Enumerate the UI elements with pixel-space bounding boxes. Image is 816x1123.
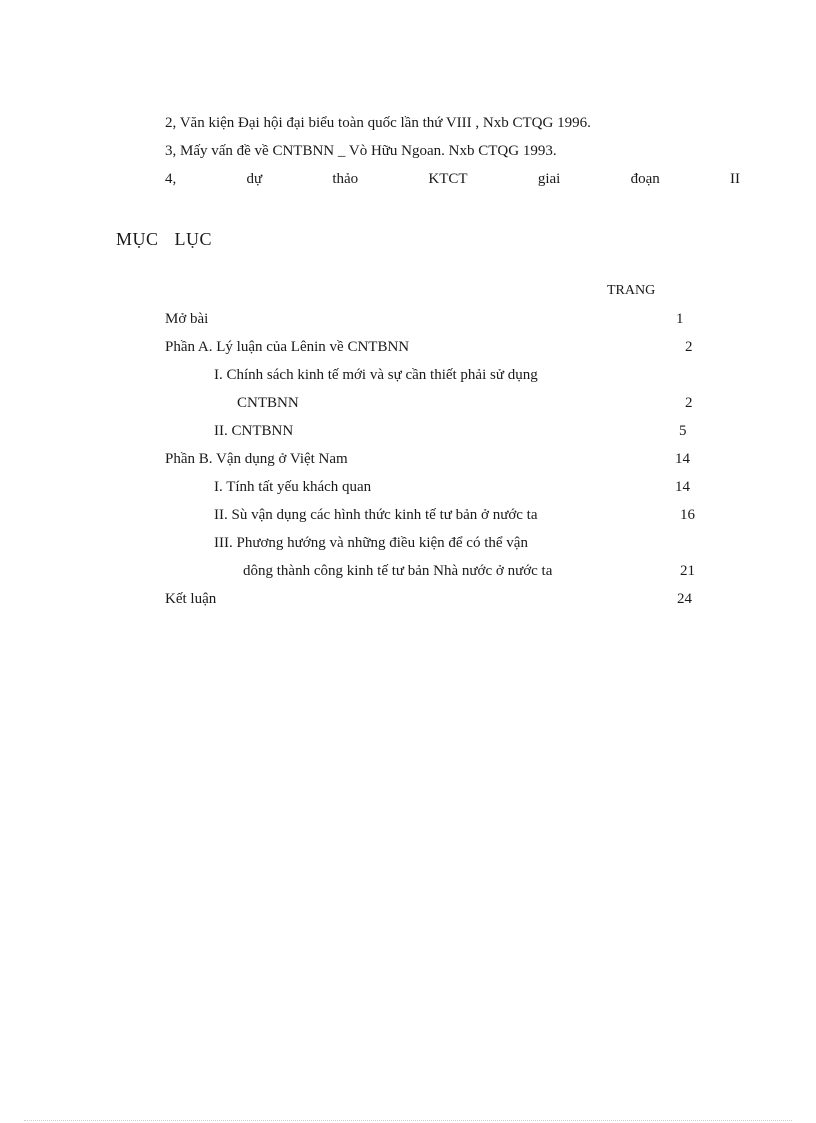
page-bottom-divider: [24, 1120, 792, 1121]
reference-2: 2, Văn kiện Đại hội đại biểu toàn quốc lần thứ VIII , Nxb CTQG 1996.: [165, 115, 591, 131]
reference-4-word: đoạn: [630, 171, 660, 187]
reference-4-word: II: [729, 171, 740, 187]
toc-entry-text: Phần A. Lý luận của Lênin về CNTBNN: [165, 339, 410, 355]
toc-entry-page: 14: [675, 479, 690, 495]
toc-entry-text: I. Tính tất yếu khách quan: [214, 479, 372, 495]
toc-entry-text: II. CNTBNN: [214, 423, 294, 439]
toc-entry-page: 14: [675, 451, 690, 467]
toc-entry-text: Phần B. Vận dụng ở Việt Nam: [165, 451, 348, 467]
toc-entry-text: CNTBNN: [237, 395, 299, 411]
toc-entry-page: 16: [680, 507, 695, 523]
toc-entry-text: Mở bài: [165, 311, 209, 327]
toc-entry-page: 21: [680, 563, 695, 579]
toc-entry-page: 1: [676, 311, 684, 327]
toc-entry-page: 2: [685, 339, 693, 355]
toc-entry-text: II. Sù vận dụng các hình thức kinh tế tư bản ở nước ta: [214, 507, 538, 523]
reference-4-word: dự: [246, 171, 263, 187]
toc-title-word: LỤC: [174, 229, 213, 249]
reference-4-word: thảo: [332, 171, 359, 187]
toc-entry-page: 24: [677, 591, 692, 607]
reference-4: [165, 170, 740, 188]
reference-3: 3, Mấy vấn đề về CNTBNN _ Vò Hữu Ngoan. Nxb CTQG 1993.: [165, 143, 557, 159]
toc-title: [116, 228, 212, 250]
reference-4-word: 4,: [165, 171, 177, 187]
toc-entry-text: III. Phương hướng và những điều kiện để có thể vận: [214, 535, 528, 551]
reference-4-word: giai: [537, 171, 561, 187]
toc-entry-page: 2: [685, 395, 693, 411]
toc-page-column-header: TRANG: [607, 283, 656, 298]
reference-4-word: KTCT: [428, 171, 468, 187]
toc-title-word: MỤC: [116, 229, 159, 249]
toc-entry-page: 5: [679, 423, 687, 439]
toc-entry-text: I. Chính sách kinh tế mới và sự cần thiết phải sử dụng: [214, 367, 538, 383]
toc-entry-text: dông thành công kinh tế tư bản Nhà nước ở nước ta: [243, 563, 553, 579]
toc-entry-text: Kết luận: [165, 591, 217, 607]
